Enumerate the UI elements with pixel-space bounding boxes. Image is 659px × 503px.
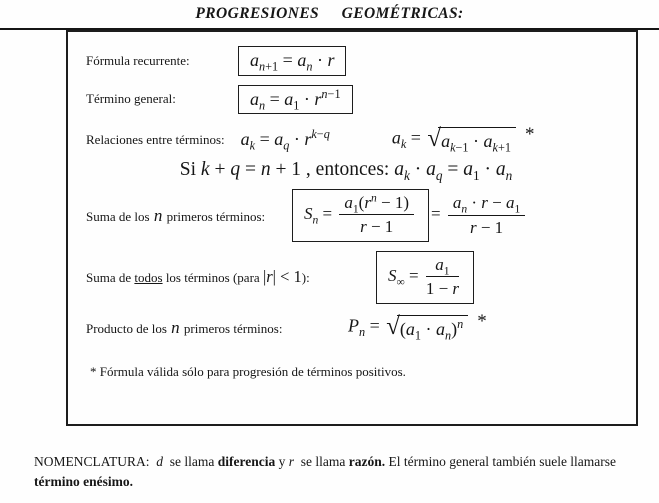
row-relaciones-entre-terminos xyxy=(86,123,628,155)
label-relaciones: Relaciones entre términos: xyxy=(86,131,225,147)
label-formula-recurrente: Fórmula recurrente: xyxy=(86,52,190,68)
formula-suma-infinita: $S_\infty$ = $\frac{a_1}{1 - r}$ xyxy=(376,251,474,304)
formula-condicion-kq: Si k + q = n + 1 , entonces: $a_k \cdot a_q = a_1 \cdot a_n$ xyxy=(179,159,513,184)
formula-termino-general: $a_n = a_1 \cdot r^{n-1}$ xyxy=(238,85,353,115)
label-producto-terminos: Producto de los n primeros términos: xyxy=(86,317,283,337)
footnote-star-marker: * xyxy=(477,311,487,333)
formula-recurrente: $a_{n+1} = a_n \cdot r$ xyxy=(238,46,346,76)
formula-sheet xyxy=(66,30,638,426)
label-suma-n-terminos: Suma de los n primeros términos: xyxy=(86,205,266,225)
row-suma-infinita xyxy=(86,251,628,304)
label-suma-infinita: Suma de todos los términos (para |r| < 1): xyxy=(86,266,310,286)
footnote-star-marker: * xyxy=(525,123,535,145)
page-title: PROGRESIONES GEOMÉTRICAS: xyxy=(195,5,464,22)
formula-relacion-media-geometrica: $a_k$ = √ $a_{k-1} \cdot a_{k+1}$ xyxy=(392,127,516,152)
row-condicion-kq xyxy=(86,159,628,184)
formula-relacion-potencia: $a_k = a_q \cdot r^{k-q}$ xyxy=(240,127,330,154)
label-termino-general: Término general: xyxy=(86,91,176,107)
row-suma-n-terminos xyxy=(86,189,628,242)
row-termino-general xyxy=(86,85,628,115)
formula-suma-n: $S_n$ = $\frac{a_1(r^n - 1)}{r - 1}$ xyxy=(292,189,429,242)
formula-producto: $P_n$ = √ $(a_1 \cdot a_n)^n$ xyxy=(348,315,468,340)
row-producto-terminos xyxy=(86,311,628,343)
sheet-footnote: * Fórmula válida sólo para progresión de términos positivos. xyxy=(90,363,406,379)
row-formula-recurrente xyxy=(86,46,628,76)
formula-suma-n-alternativa: = $\frac{a_n \cdot r - a_1}{r - 1}$ xyxy=(431,193,528,237)
nomenclatura-note: NOMENCLATURA: d se llama diferencia y r se llama razón. El término general también suele llamarse término enésimo. xyxy=(34,454,617,490)
